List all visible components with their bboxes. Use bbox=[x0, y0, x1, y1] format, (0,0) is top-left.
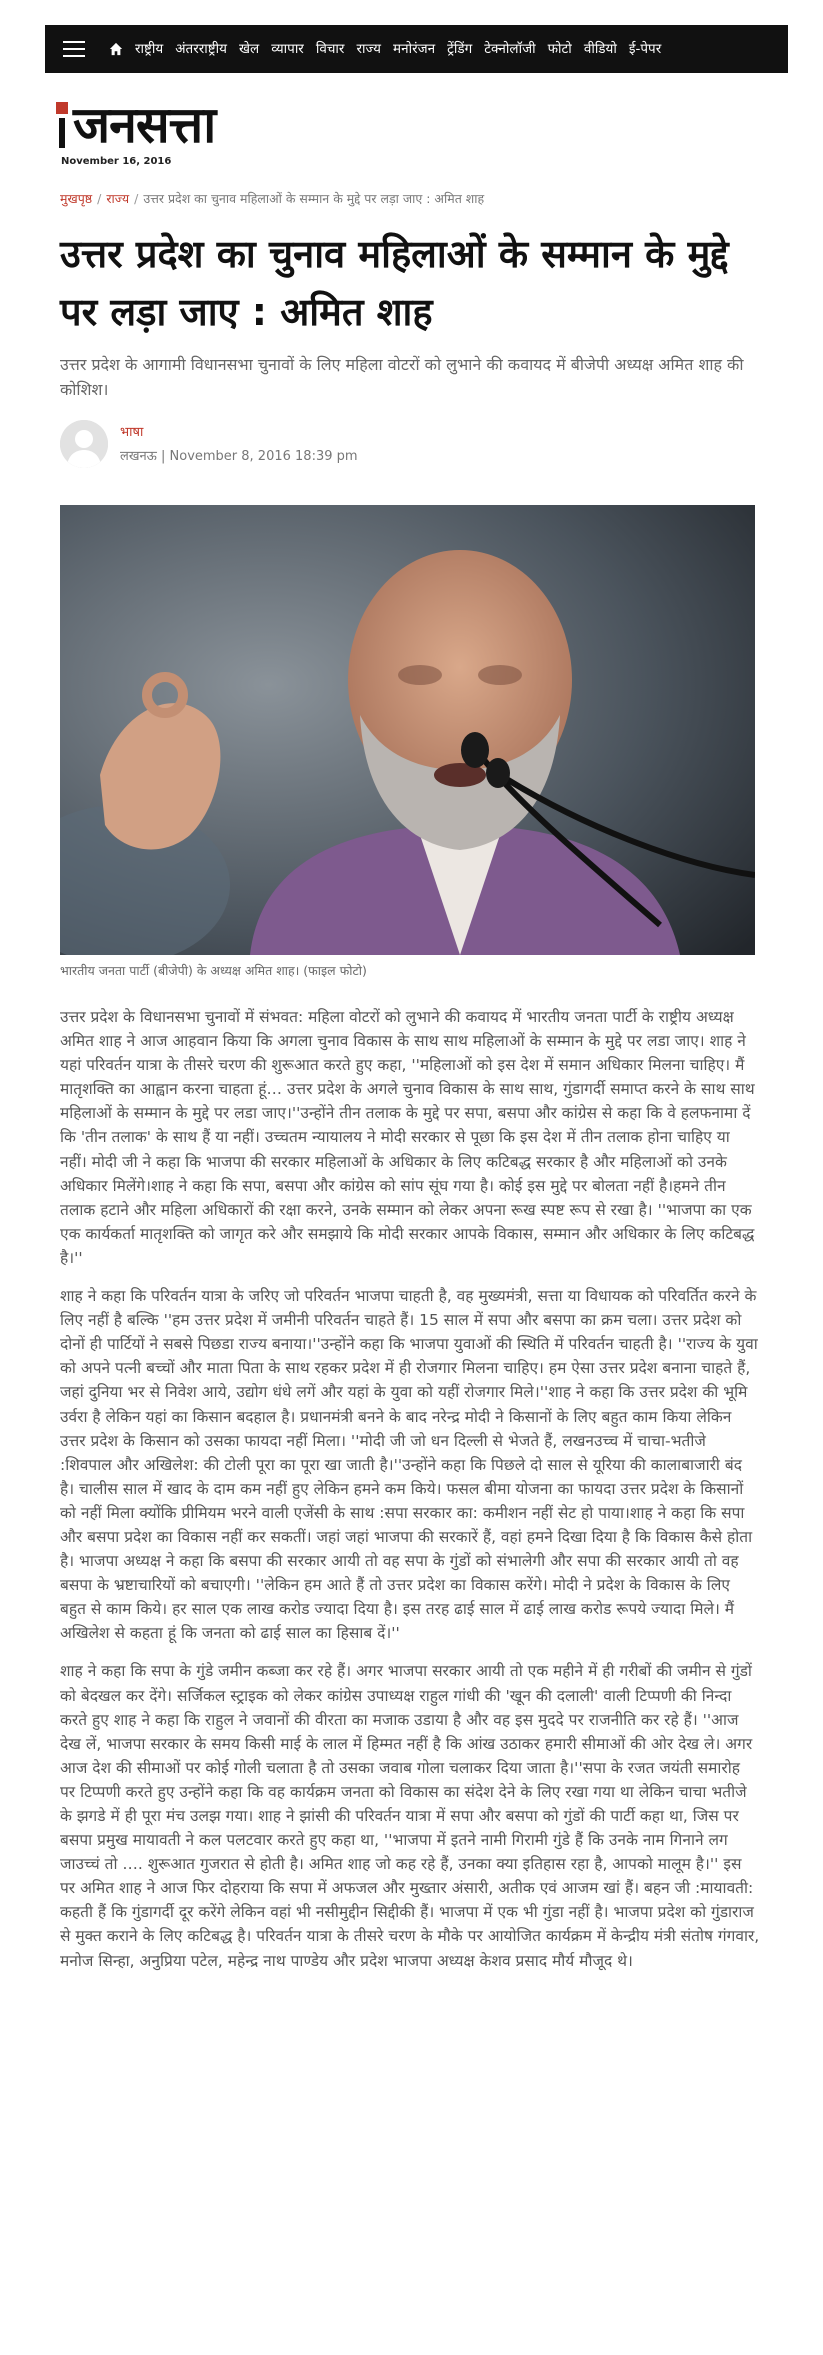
user-avatar-icon[interactable] bbox=[60, 420, 108, 468]
site-logo[interactable] bbox=[55, 96, 335, 166]
breadcrumb bbox=[60, 190, 484, 207]
logo-text: जनसत्ता bbox=[73, 95, 216, 154]
breadcrumb-section[interactable]: राज्य bbox=[106, 191, 130, 206]
article-summary: उत्तर प्रदेश के आगामी विधानसभा चुनावों के लिए महिला वोटरों को लुभाने की कवायद में बीजेपी अध्यक्ष अमित शाह की कोशिश। bbox=[60, 355, 744, 399]
hamburger-icon[interactable] bbox=[45, 25, 103, 73]
top-navbar bbox=[45, 25, 788, 73]
article-paragraph: शाह ने कहा कि सपा के गुंडे जमीन कब्जा कर रहे हैं। अगर भाजपा सरकार आयी तो एक महीने में ही गरीबों की जमीन से गुंडों को बेदखल कर देंगे। सर्जिकल स्ट्राइक को लेकर कांग्रेस उपाध्यक्ष राहुल गांधी की 'खून की दलाली' वाली टिप्पणी की निन्दा करते हुए शाह ने कहा कि राहुल ने जवानों की वीरता का मजाक उडाया है और वह इस मुददे पर राजनीति कर रहे हैं। ''आज देख लें, भाजपा सरकार के समय किसी माई के लाल में हिम्मत नहीं है कि आंख उठाकर हमारी सीमाओं की ओर देख ले। अगर आज देश की सीमाओं पर कोई गोली चलाता है तो उसका जवाब गोला चलाकर दिया जाता है।''सपा के रजत जयंती समारोह पर टिप्पणी करते हुए उन्होंने कहा कि वह कार्यक्रम जनता को विकास का संदेश देने के लिए रखा गया था लेकिन चाचा भतीजे के झगडे में ही पूरा मंच उलझ गया। शाह ने झांसी की परिवर्तन यात्रा में सपा और बसपा को गुंडों की पार्टी कहा था, जिस पर बसपा प्रमुख मायावती ने कल पलटवार करते हुए कहा था, ''भाजपा में इतने नामी गिरामी गुंडे हैं कि उनके नाम गिनाने लग जाउच्चं तो …. शुरूआत गुजरात से होती है। अमित शाह जो कह रहे हैं, उनका क्या इतिहास रहा है, आपको मालूम है।'' इस पर अमित शाह ने आज फिर दोहराया कि सपा में अफजल और मुख्तार अंसारी, अतीक एवं आजम खां हैं। बहन जी :मायावती: कहती हैं कि गुंडागर्दी दूर करेंगे लेकिन वहां भी नसीमुद्दीन सिद्दीकी हैं। भाजपा में एक भी गुंडा नहीं है। भाजपा प्रदेश को गुंडाराज से मुक्त कराने के लिए कटिबद्ध है। परिवर्तन यात्रा के तीसरे चरण के मौके पर आयोजित कार्यक्रम में केन्द्रीय मंत्री संतोष गंगवार, मनोज सिन्हा, अनुप्रिया पटेल, महेन्द्र नाथ पाण्डेय और प्रदेश भाजपा अध्यक्ष केशव प्रसाद मौर्य मौजूद थे। bbox=[60, 1662, 760, 1970]
breadcrumb-home[interactable]: मुखपृष्ठ bbox=[60, 191, 93, 206]
article-paragraph: शाह ने कहा कि परिवर्तन यात्रा के जरिए जो परिवर्तन भाजपा चाहती है, वह मुख्यमंत्री, सत्ता या विधायक को परिवर्तित करने के लिए नहीं है बल्कि ''हम उत्तर प्रदेश में जमीनी परिवर्तन चाहते हैं। 15 साल में सपा और बसपा का क्रम चला। उत्तर प्रदेश को दोनों ही पार्टियों ने सबसे पिछडा राज्य बनाया।''उन्होंने कहा कि भाजपा युवाओं की स्थिति में परिवर्तन चाहती है। ''राज्य के युवा को अपने पत्नी बच्चों और माता पिता के साथ रहकर प्रदेश में ही रोजगार मिलना चाहिए। हम ऐसा उत्तर प्रदेश बनाना चाहते हैं, जहां दुनिया भर से निवेश आये, उद्योग धंधे लगें और यहां के युवा को यहीं रोजगार मिले।''शाह ने कहा कि उत्तर प्रदेश की भूमि उर्वरा है लेकिन यहां का किसान बदहाल है। प्रधानमंत्री बनने के बाद नरेन्द्र मोदी ने किसानों के लिए बहुत काम किया लेकिन उत्तर प्रदेश के किसान को उसका फायदा नहीं मिला। ''मोदी जी जो धन दिल्ली से भेजते हैं, लखनउच्च में चाचा-भतीजे :शिवपाल और अखिलेश: की टोली पूरा का पूरा खा जाती है।''उन्होंने कहा कि पिछले दो साल से यूरिया की कालाबाजारी बंद है। चालीस साल में खाद के दाम कम नहीं हुए लेकिन हमने कम किये। फसल बीमा योजना का फायदा उत्तर प्रदेश के किसानों को नहीं मिला क्योंकि प्रीमियम भरने वाली एजेंसी के साथ :सपा सरकार का: कमीशन नहीं सेट हो पाया।शाह ने कहा कि सपा और बसपा प्रदेश का विकास नहीं कर सकतीं। जहां जहां भाजपा की सरकारें हैं, वहां हमने दिखा दिया है कि विकास कैसे होता है। भाजपा अध्यक्ष ने कहा कि बसपा की सरकार आयी तो वह सपा के गुंडों को संभालेगी और सपा की सरकार आयी तो वह बसपा के भ्रष्टाचारियों को बचाएगी। ''लेकिन हम आते हैं तो उत्तर प्रदेश का विकास करेंगे। मोदी ने प्रदेश के विकास के लिए बहुत से काम किये। हर साल एक लाख करोड ज्यादा दिया है। इस तरह ढाई साल में ढाई लाख करोड रूपये ज्यादा मिले। मैं अखिलेश से कहता हूं कि जनता को ढाई साल का हिसाब दें।'' bbox=[60, 1287, 758, 1643]
nav-item-video[interactable]: वीडियो bbox=[583, 41, 617, 57]
nav-item-photo[interactable]: फोटो bbox=[547, 41, 572, 57]
article-dateline: लखनऊ | November 8, 2016 18:39 pm bbox=[120, 449, 358, 464]
logo-date: November 16, 2016 bbox=[61, 156, 172, 167]
nav-item-business[interactable]: व्यापार bbox=[271, 41, 304, 57]
breadcrumb-current: उत्तर प्रदेश का चुनाव महिलाओं के सम्मान के मुद्दे पर लड़ा जाए : अमित शाह bbox=[143, 191, 485, 206]
nav-item-epaper[interactable]: ई-पेपर bbox=[628, 41, 662, 57]
hero-image bbox=[60, 505, 755, 955]
author-link[interactable]: भाषा bbox=[120, 425, 144, 440]
article-body bbox=[60, 1005, 760, 1987]
image-caption: भारतीय जनता पार्टी (बीजेपी) के अध्यक्ष अमित शाह। (फाइल फोटो) bbox=[60, 963, 367, 978]
nav-item-entertainment[interactable]: मनोरंजन bbox=[393, 41, 436, 57]
nav-menu bbox=[129, 25, 667, 73]
home-icon[interactable] bbox=[103, 25, 129, 73]
nav-item-trending[interactable]: ट्रेंडिंग bbox=[447, 41, 473, 57]
nav-item-states[interactable]: राज्य bbox=[356, 41, 382, 57]
nav-item-national[interactable]: राष्ट्रीय bbox=[135, 41, 164, 57]
logo-mark-icon bbox=[55, 102, 69, 148]
hero-illustration bbox=[60, 505, 755, 955]
nav-item-sports[interactable]: खेल bbox=[239, 41, 260, 57]
article-title: उत्तर प्रदेश का चुनाव महिलाओं के सम्मान के मुद्दे पर लड़ा जाए : अमित शाह bbox=[60, 232, 729, 334]
breadcrumb-separator: / bbox=[97, 191, 102, 206]
breadcrumb-separator: / bbox=[134, 191, 139, 206]
nav-item-technology[interactable]: टेक्नोलॉजी bbox=[484, 41, 536, 57]
nav-item-international[interactable]: अंतरराष्ट्रीय bbox=[175, 41, 227, 57]
nav-item-opinion[interactable]: विचार bbox=[315, 41, 345, 57]
article-paragraph: उत्तर प्रदेश के विधानसभा चुनावों में संभवत: महिला वोटरों को लुभाने की कवायद में भारतीय जनता पार्टी के राष्ट्रीय अध्यक्ष अमित शाह ने आज आहवान किया कि अगला चुनाव विकास के साथ साथ महिलाओं के सम्मान के मुद्दे पर लडा जाए। शाह ने यहां परिवर्तन यात्रा के तीसरे चरण की शुरूआत करते हुए कहा, ''महिलाओं को इस देश में समान अधिकार मिलना चाहिए। मैं मातृशक्ति का आह्वान करना चाहता हूं… उत्तर प्रदेश के अगले चुनाव विकास के साथ साथ, गुंडागर्दी समाप्त करने के साथ साथ महिलाओं के सम्मान के मुद्दे पर लडा जाए।''उन्होंने तीन तलाक के मुद्दे पर सपा, बसपा और कांग्रेस से कहा कि वे हलफनामा दें कि 'तीन तलाक' के साथ हैं या नहीं। उच्चतम न्यायालय ने मोदी सरकार से पूछा कि इस देश में तीन तलाक होना चाहिए या नहीं। मोदी जी ने कहा कि भाजपा की सरकार महिलाओं के अधिकार के लिए कटिबद्ध सरकार है और महिलाओं को उनके अधिकार मिलेंगे।शाह ने कहा कि सपा, बसपा और कांग्रेस को सांप सूंघ गया है। कोई इस मुद्दे पर बोलता नहीं है।हमने तीन तलाक हटाने और महिला अधिकारों की रक्षा करने, उनके सम्मान को लेकर अपना रूख स्पष्ट रूप से रखा है। ''भाजपा का एक एक कार्यकर्ता मातृशक्ति को जागृत करे और समझाये कि मोदी सरकार आपके विकास, सम्मान और अधिकार के लिए कटिबद्ध है।'' bbox=[60, 1008, 755, 1267]
